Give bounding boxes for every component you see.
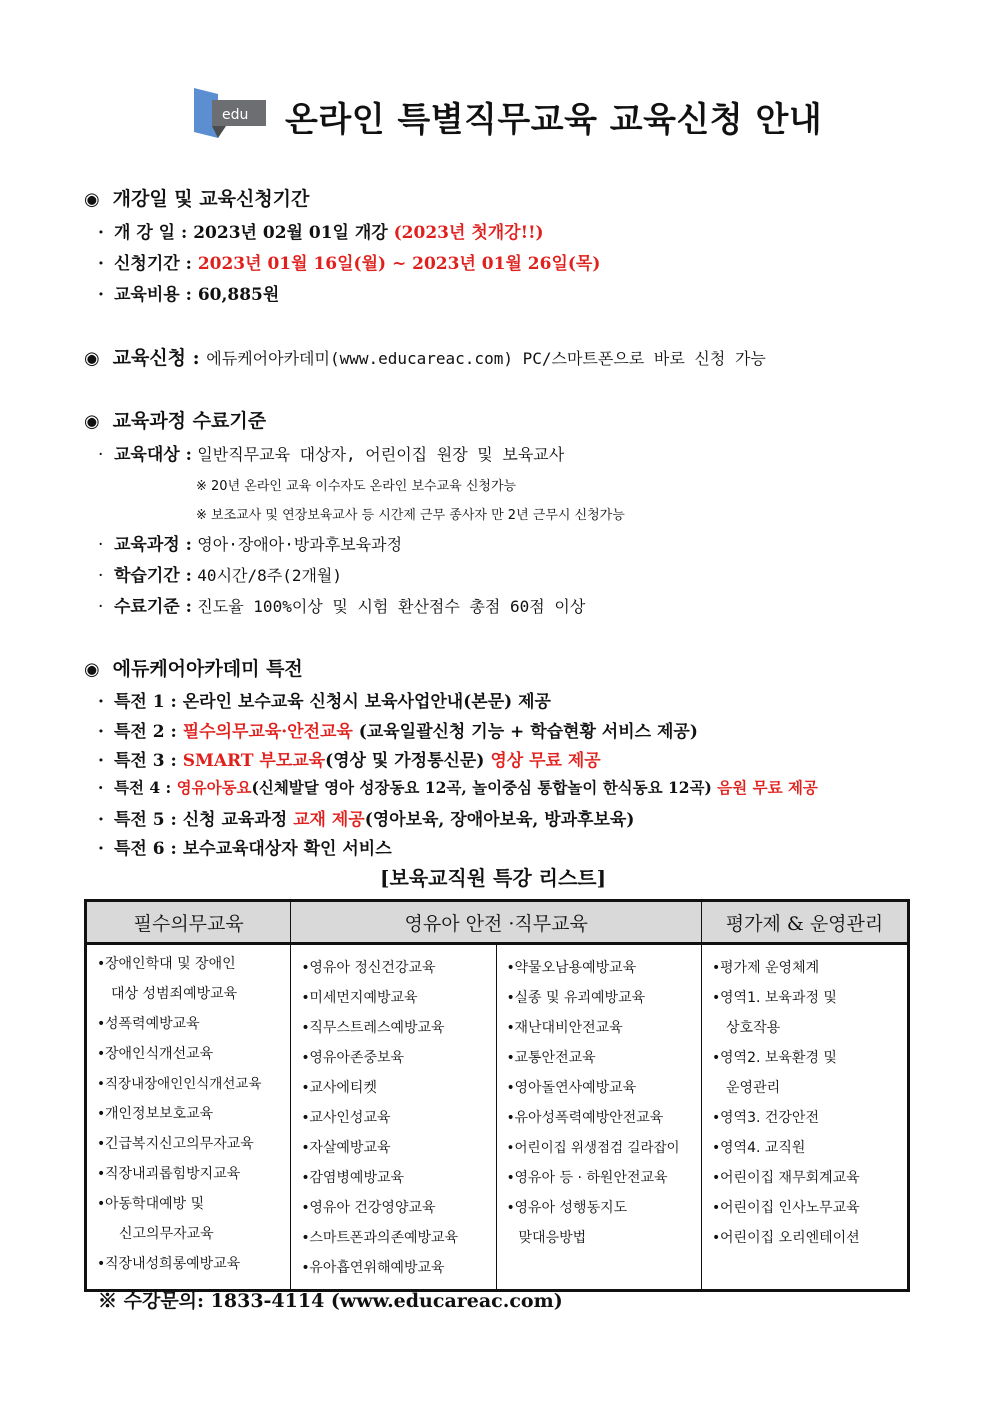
contact-footer: ※ 수강문의: 1833-4114 (www.educareac.com): [98, 1290, 563, 1312]
list-item: •긴급복지신고의무자교육: [97, 1136, 254, 1152]
list-item: •평가제 운영체계: [712, 960, 820, 976]
list-item: 상호작용: [726, 1020, 781, 1036]
logo-text: edu: [222, 107, 249, 123]
list-item: •어린이집 위생점검 길라잡이: [506, 1140, 680, 1156]
list-item: •어린이집 인사노무교육: [712, 1200, 860, 1216]
page-title: 온라인 특별직무교육 교육신청 안내: [285, 100, 823, 140]
list-item: •영유아 건강영양교육: [301, 1200, 436, 1216]
benefit-6: · 특전 6 : 보수교육대상자 확인 서비스: [98, 839, 392, 859]
target-row: · 교육대상 : 일반직무교육 대상자, 어린이집 원장 및 보육교사: [98, 445, 565, 465]
list-item: •스마트폰과의존예방교육: [301, 1230, 459, 1246]
list-item: •장애인식개선교육: [97, 1046, 214, 1062]
list-item: •직장내괴롭힘방지교육: [97, 1166, 241, 1182]
col-safety-1: [291, 944, 496, 1291]
list-item: •교통안전교육: [506, 1050, 596, 1066]
study-period-row: · 학습기간 : 40시간/8주(2개월): [98, 566, 343, 586]
list-item: •장애인학대 및 장애인: [97, 956, 236, 972]
benefit-3: · 특전 3 : SMART 부모교육(영상 및 가정통신문) 영상 무료 제공: [98, 751, 601, 771]
list-item: •아동학대예방 및: [97, 1196, 205, 1212]
list-item: 대상 성범죄예방교육: [111, 986, 238, 1002]
benefit-5: · 특전 5 : 신청 교육과정 교재 제공(영아보육, 장애아보육, 방과후보육): [98, 810, 635, 830]
list-item: •영역4. 교직원: [712, 1140, 806, 1156]
list-item: •영유아존중보육: [301, 1050, 405, 1066]
col-evaluation: [702, 944, 909, 1291]
bullseye-icon: ◉: [84, 189, 100, 210]
list-item: •개인정보보호교육: [97, 1106, 214, 1122]
bullseye-icon: ◉: [84, 659, 100, 680]
list-item: •영아돌연사예방교육: [506, 1080, 637, 1096]
section-apply: ◉ 교육신청 : 에듀케어아카데미(www.educareac.com) PC/스마트폰으로 바로 신청 가능: [84, 347, 766, 369]
list-item: •교사인성교육: [301, 1110, 391, 1126]
bullseye-icon: ◉: [84, 348, 100, 369]
list-item: •영유아 등 · 하원안전교육: [506, 1170, 668, 1186]
section-criteria-heading: ◉ 교육과정 수료기준: [84, 410, 267, 432]
section-open-heading: ◉ 개강일 및 교육신청기간: [84, 188, 310, 210]
list-item: •직장내장애인인식개선교육: [97, 1076, 262, 1092]
list-item: 운영관리: [726, 1080, 781, 1096]
list-item: •어린이집 재무회계교육: [712, 1170, 860, 1186]
list-item: 신고의무자교육: [119, 1226, 214, 1242]
list-item: •감염병예방교육: [301, 1170, 405, 1186]
list-item: •영유아 정신건강교육: [301, 960, 436, 976]
apply-period-row: · 신청기간 : 2023년 01월 16일(월) ~ 2023년 01월 26일(목): [98, 254, 601, 274]
list-item: •미세먼지예방교육: [301, 990, 418, 1006]
list-item: •영역3. 건강안전: [712, 1110, 819, 1126]
list-item: •영유아 성행동지도: [506, 1200, 628, 1216]
list-item: •재난대비안전교육: [506, 1020, 623, 1036]
bullseye-icon: ◉: [84, 411, 100, 432]
course-row: · 교육과정 : 영아·장애아·방과후보육과정: [98, 535, 403, 555]
note-1: ※ 20년 온라인 교육 이수자도 온라인 보수교육 신청가능: [196, 479, 517, 494]
edu-logo-icon: [192, 86, 270, 140]
list-item: •자살예방교육: [301, 1140, 391, 1156]
list-item: •직장내성희롱예방교육: [97, 1256, 241, 1272]
open-date-row: · 개 강 일 : 2023년 02월 01일 개강 (2023년 첫개강!!): [98, 223, 544, 243]
logo: [192, 86, 270, 142]
benefit-2: · 특전 2 : 필수의무교육·안전교육 (교육일괄신청 기능 + 학습현황 서비스 제공): [98, 722, 698, 742]
section-benefits-heading: ◉ 에듀케어아카데미 특전: [84, 658, 303, 680]
list-item: •유아성폭력예방안전교육: [506, 1110, 664, 1126]
header-safety: 영유아 안전 ·직무교육: [291, 901, 702, 944]
table-title: [보육교직원 특강 리스트]: [380, 866, 607, 890]
list-item: •약물오남용예방교육: [506, 960, 637, 976]
header-mandatory: 필수의무교육: [86, 901, 291, 944]
col-mandatory: [86, 944, 291, 1291]
note-2: ※ 보조교사 및 연장보육교사 등 시간제 근무 종사자 만 2년 근무시 신청가능: [196, 508, 625, 523]
course-table: [84, 899, 910, 1292]
list-item: •교사에티켓: [301, 1080, 377, 1096]
list-item: •성폭력예방교육: [97, 1016, 200, 1032]
list-item: •영역1. 보육과정 및: [712, 990, 837, 1006]
list-item: •실종 및 유괴예방교육: [506, 990, 646, 1006]
fee-row: · 교육비용 : 60,885원: [98, 285, 280, 305]
criteria-row: · 수료기준 : 진도율 100%이상 및 시험 환산점수 총점 60점 이상: [98, 597, 586, 617]
list-item: 맞대응방법: [518, 1230, 587, 1246]
benefit-4: · 특전 4 : 영유아동요(신체발달 영아 성장동요 12곡, 놀이중심 통합놀이 한식동요 12곡) 음원 무료 제공: [98, 778, 818, 797]
list-item: •직무스트레스예방교육: [301, 1020, 445, 1036]
header-evaluation: 평가제 & 운영관리: [702, 901, 909, 944]
benefit-1: · 특전 1 : 온라인 보수교육 신청시 보육사업안내(본문) 제공: [98, 692, 551, 712]
list-item: •유아흡연위해예방교육: [301, 1260, 445, 1276]
list-item: •영역2. 보육환경 및: [712, 1050, 837, 1066]
list-item: •어린이집 오리엔테이션: [712, 1230, 860, 1246]
col-safety-2: [496, 944, 702, 1291]
